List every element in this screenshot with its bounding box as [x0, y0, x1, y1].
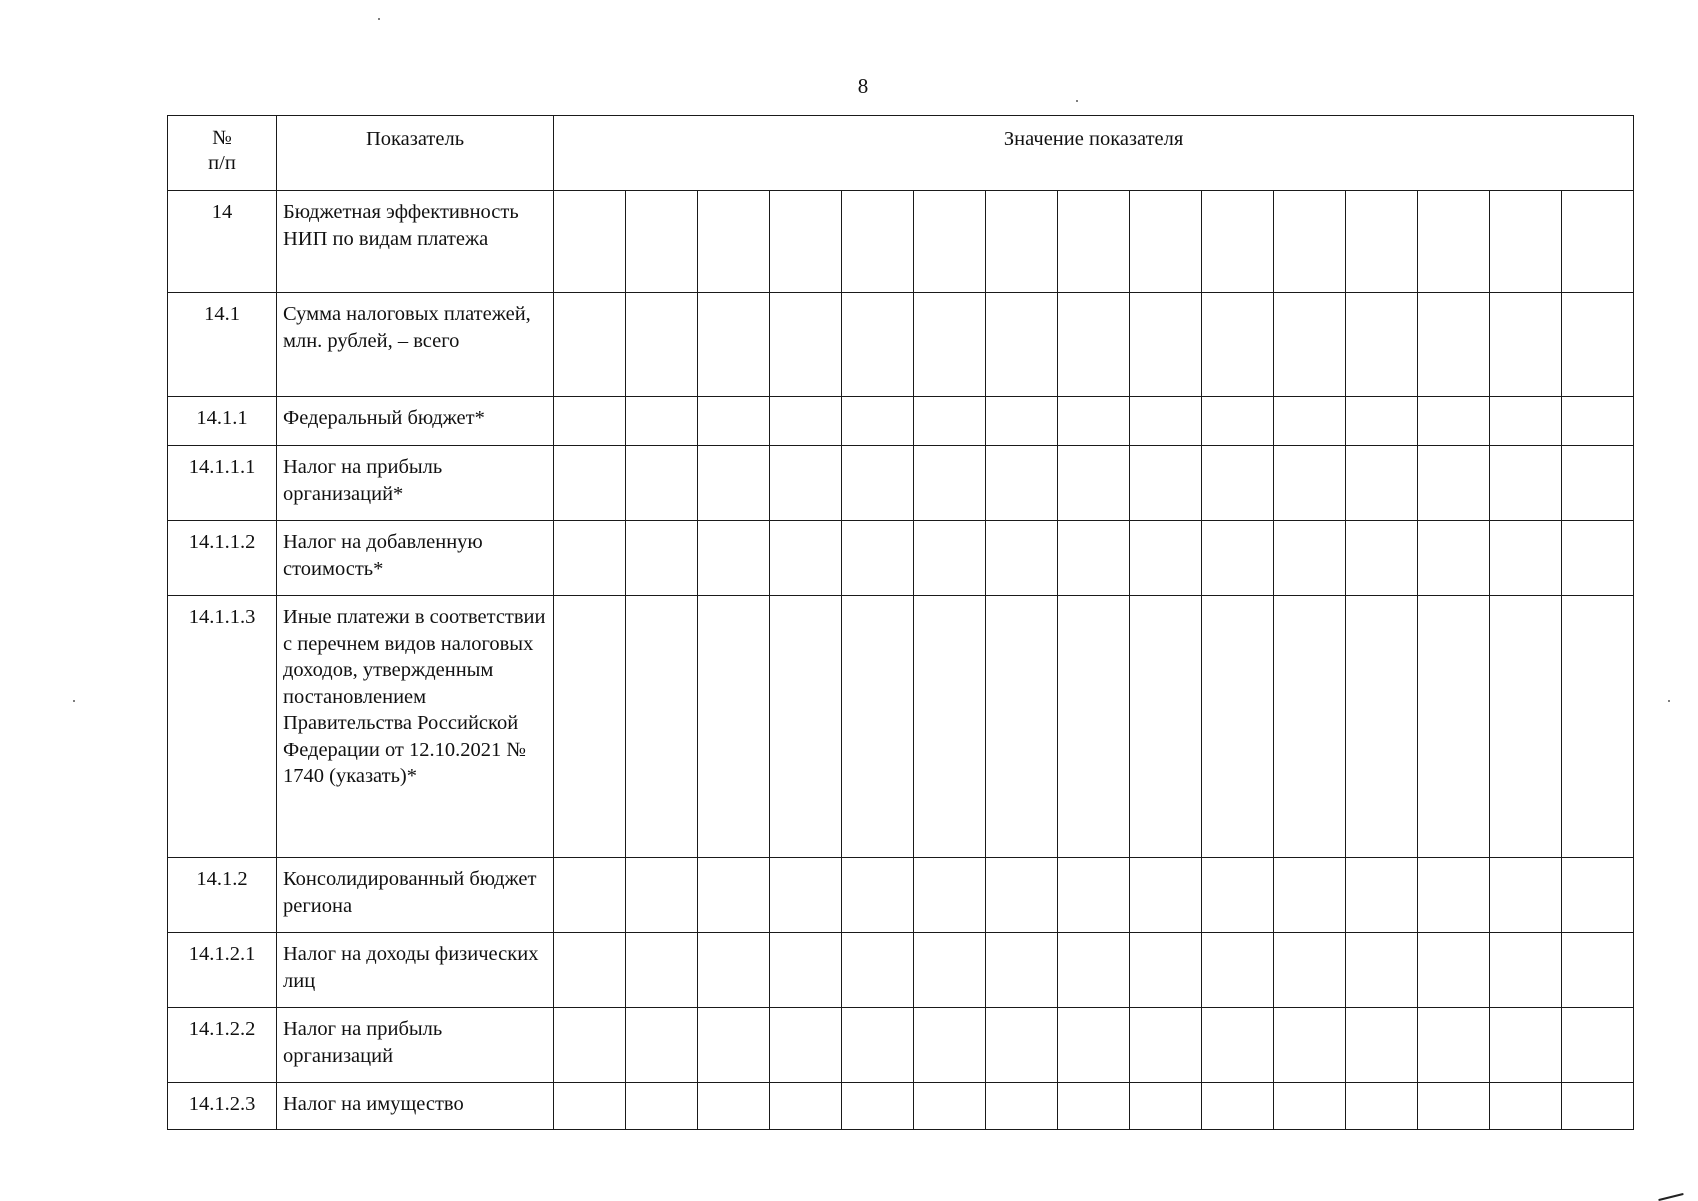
value-cell[interactable] — [1490, 596, 1562, 858]
value-cell[interactable] — [626, 1083, 698, 1130]
value-cell[interactable] — [1418, 191, 1490, 293]
value-cell[interactable] — [1490, 191, 1562, 293]
value-cell[interactable] — [1490, 1083, 1562, 1130]
value-cell[interactable] — [1202, 1083, 1274, 1130]
value-cell[interactable] — [1562, 858, 1634, 933]
value-cell[interactable] — [1058, 293, 1130, 397]
value-cell[interactable] — [770, 293, 842, 397]
value-cell[interactable] — [1346, 1008, 1418, 1083]
value-cell[interactable] — [842, 191, 914, 293]
value-cell[interactable] — [1274, 933, 1346, 1008]
row-indicator: Сумма налоговых платежей, млн. рублей, – всего — [277, 293, 554, 397]
row-number: 14 — [168, 191, 277, 293]
value-cell[interactable] — [842, 1008, 914, 1083]
value-cell[interactable] — [1130, 1008, 1202, 1083]
value-cell[interactable] — [1202, 191, 1274, 293]
value-cell[interactable] — [698, 858, 770, 933]
value-cell[interactable] — [1202, 446, 1274, 521]
value-cell[interactable] — [1130, 1083, 1202, 1130]
value-cell[interactable] — [698, 293, 770, 397]
scan-speck — [1668, 700, 1670, 702]
value-cell[interactable] — [986, 293, 1058, 397]
value-cell[interactable] — [1274, 521, 1346, 596]
table-row — [168, 397, 1634, 446]
value-cell[interactable] — [1274, 191, 1346, 293]
row-number: 14.1 — [168, 293, 277, 397]
table-row — [168, 1083, 1634, 1130]
value-cell[interactable] — [1274, 1008, 1346, 1083]
value-cell[interactable] — [1490, 446, 1562, 521]
value-cell[interactable] — [554, 1008, 626, 1083]
value-cell[interactable] — [626, 858, 698, 933]
value-cell[interactable] — [986, 397, 1058, 446]
value-cell[interactable] — [554, 293, 626, 397]
value-cell[interactable] — [554, 397, 626, 446]
value-cell[interactable] — [698, 191, 770, 293]
value-cell[interactable] — [1562, 521, 1634, 596]
value-cell[interactable] — [1058, 446, 1130, 521]
value-cell[interactable] — [1130, 191, 1202, 293]
value-cell[interactable] — [1058, 596, 1130, 858]
value-cell[interactable] — [986, 191, 1058, 293]
value-cell[interactable] — [554, 933, 626, 1008]
value-cell[interactable] — [1418, 858, 1490, 933]
value-cell[interactable] — [1274, 858, 1346, 933]
value-cell[interactable] — [770, 191, 842, 293]
row-number: 14.1.2.2 — [168, 1008, 277, 1083]
value-cell[interactable] — [770, 1008, 842, 1083]
value-cell[interactable] — [1562, 293, 1634, 397]
value-cell[interactable] — [1346, 397, 1418, 446]
value-cell[interactable] — [698, 1083, 770, 1130]
value-cell[interactable] — [770, 933, 842, 1008]
row-indicator: Федеральный бюджет* — [277, 397, 554, 446]
value-cell[interactable] — [1418, 1008, 1490, 1083]
value-cell[interactable] — [1202, 293, 1274, 397]
table-row — [168, 858, 1634, 933]
value-cell[interactable] — [1202, 596, 1274, 858]
value-cell[interactable] — [1130, 596, 1202, 858]
scan-speck — [1076, 100, 1078, 102]
value-cell[interactable] — [986, 446, 1058, 521]
value-cell[interactable] — [698, 521, 770, 596]
value-cell[interactable] — [770, 397, 842, 446]
value-cell[interactable] — [626, 1008, 698, 1083]
value-cell[interactable] — [1202, 933, 1274, 1008]
row-number: 14.1.2 — [168, 858, 277, 933]
value-cell[interactable] — [1346, 293, 1418, 397]
value-cell[interactable] — [698, 933, 770, 1008]
value-cell[interactable] — [842, 397, 914, 446]
value-cell[interactable] — [770, 446, 842, 521]
row-indicator: Бюджетная эффективность НИП по видам платежа — [277, 191, 554, 293]
value-cell[interactable] — [770, 858, 842, 933]
value-cell[interactable] — [1130, 521, 1202, 596]
value-cell[interactable] — [770, 596, 842, 858]
value-cell[interactable] — [1058, 933, 1130, 1008]
indicator-table — [167, 115, 1634, 1130]
value-cell[interactable] — [1490, 933, 1562, 1008]
value-cell[interactable] — [1490, 397, 1562, 446]
value-cell[interactable] — [1346, 191, 1418, 293]
value-cell[interactable] — [1490, 521, 1562, 596]
value-cell[interactable] — [1490, 858, 1562, 933]
value-cell[interactable] — [842, 596, 914, 858]
row-indicator: Налог на прибыль организаций* — [277, 446, 554, 521]
value-cell[interactable] — [1490, 293, 1562, 397]
value-cell[interactable] — [1202, 521, 1274, 596]
value-cell[interactable] — [914, 397, 986, 446]
table-header-row — [168, 116, 1634, 191]
value-cell[interactable] — [626, 596, 698, 858]
value-cell[interactable] — [1562, 397, 1634, 446]
value-cell[interactable] — [698, 596, 770, 858]
value-cell[interactable] — [842, 446, 914, 521]
value-cell[interactable] — [1490, 1008, 1562, 1083]
row-indicator: Налог на имущество — [277, 1083, 554, 1130]
value-cell[interactable] — [554, 858, 626, 933]
value-cell[interactable] — [1058, 191, 1130, 293]
value-cell[interactable] — [1058, 1083, 1130, 1130]
value-cell[interactable] — [1418, 933, 1490, 1008]
page-number: 8 — [857, 74, 869, 98]
value-cell[interactable] — [842, 293, 914, 397]
value-cell[interactable] — [698, 1008, 770, 1083]
table-row — [168, 446, 1634, 521]
value-cell[interactable] — [1418, 397, 1490, 446]
row-indicator: Налог на добавленную стоимость* — [277, 521, 554, 596]
row-indicator: Иные платежи в соответствии с перечнем видов налоговых доходов, утвержденным постановлением Правительства Российской Федерации от 12.10.2021 № 1740 (указать)* — [277, 596, 554, 858]
value-cell[interactable] — [1562, 596, 1634, 858]
value-cell[interactable] — [914, 521, 986, 596]
value-cell[interactable] — [1058, 521, 1130, 596]
value-cell[interactable] — [698, 397, 770, 446]
value-cell[interactable] — [1202, 1008, 1274, 1083]
value-cell[interactable] — [1346, 596, 1418, 858]
scan-speck — [73, 700, 75, 702]
value-cell[interactable] — [1418, 293, 1490, 397]
row-indicator: Консолидированный бюджет региона — [277, 858, 554, 933]
table-row — [168, 933, 1634, 1008]
value-cell[interactable] — [554, 521, 626, 596]
table-row — [168, 191, 1634, 293]
value-cell[interactable] — [914, 1008, 986, 1083]
row-number: 14.1.1.1 — [168, 446, 277, 521]
value-cell[interactable] — [1418, 1083, 1490, 1130]
value-cell[interactable] — [1130, 446, 1202, 521]
value-cell[interactable] — [1418, 446, 1490, 521]
value-cell[interactable] — [1202, 397, 1274, 446]
value-cell[interactable] — [914, 446, 986, 521]
header-number: № п/п — [168, 116, 277, 191]
value-cell[interactable] — [842, 933, 914, 1008]
row-number: 14.1.1 — [168, 397, 277, 446]
value-cell[interactable] — [554, 191, 626, 293]
value-cell[interactable] — [1274, 596, 1346, 858]
row-indicator: Налог на доходы физических лиц — [277, 933, 554, 1008]
value-cell[interactable] — [1130, 858, 1202, 933]
header-value: Значение показателя — [554, 116, 1634, 191]
table-row — [168, 596, 1634, 858]
value-cell[interactable] — [1346, 858, 1418, 933]
value-cell[interactable] — [626, 397, 698, 446]
value-cell[interactable] — [914, 191, 986, 293]
table-row — [168, 293, 1634, 397]
value-cell[interactable] — [842, 521, 914, 596]
value-cell[interactable] — [1562, 1008, 1634, 1083]
value-cell[interactable] — [626, 933, 698, 1008]
value-cell[interactable] — [1274, 293, 1346, 397]
value-cell[interactable] — [1562, 446, 1634, 521]
row-number: 14.1.1.3 — [168, 596, 277, 858]
table-body — [168, 191, 1634, 1130]
value-cell[interactable] — [914, 858, 986, 933]
value-cell[interactable] — [1346, 1083, 1418, 1130]
value-cell[interactable] — [1274, 446, 1346, 521]
value-cell[interactable] — [1562, 933, 1634, 1008]
value-cell[interactable] — [1130, 293, 1202, 397]
row-number: 14.1.1.2 — [168, 521, 277, 596]
value-cell[interactable] — [554, 446, 626, 521]
value-cell[interactable] — [986, 933, 1058, 1008]
value-cell[interactable] — [554, 596, 626, 858]
value-cell[interactable] — [1058, 1008, 1130, 1083]
value-cell[interactable] — [1058, 858, 1130, 933]
value-cell[interactable] — [986, 521, 1058, 596]
value-cell[interactable] — [1562, 1083, 1634, 1130]
value-cell[interactable] — [842, 1083, 914, 1130]
value-cell[interactable] — [626, 446, 698, 521]
value-cell[interactable] — [842, 858, 914, 933]
value-cell[interactable] — [1346, 521, 1418, 596]
value-cell[interactable] — [986, 596, 1058, 858]
value-cell[interactable] — [554, 1083, 626, 1130]
value-cell[interactable] — [1562, 191, 1634, 293]
value-cell[interactable] — [914, 293, 986, 397]
value-cell[interactable] — [1346, 446, 1418, 521]
value-cell[interactable] — [914, 1083, 986, 1130]
value-cell[interactable] — [626, 293, 698, 397]
value-cell[interactable] — [1130, 397, 1202, 446]
value-cell[interactable] — [986, 1083, 1058, 1130]
value-cell[interactable] — [770, 521, 842, 596]
value-cell[interactable] — [914, 596, 986, 858]
value-cell[interactable] — [1058, 397, 1130, 446]
row-number: 14.1.2.3 — [168, 1083, 277, 1130]
header-indicator: Показатель — [277, 116, 554, 191]
row-indicator: Налог на прибыль организаций — [277, 1008, 554, 1083]
value-cell[interactable] — [1202, 858, 1274, 933]
value-cell[interactable] — [770, 1083, 842, 1130]
table-row — [168, 521, 1634, 596]
value-cell[interactable] — [1346, 933, 1418, 1008]
value-cell[interactable] — [1418, 521, 1490, 596]
value-cell[interactable] — [986, 1008, 1058, 1083]
value-cell[interactable] — [698, 446, 770, 521]
value-cell[interactable] — [1274, 1083, 1346, 1130]
scan-speck — [378, 18, 380, 20]
value-cell[interactable] — [626, 521, 698, 596]
value-cell[interactable] — [626, 191, 698, 293]
value-cell[interactable] — [1274, 397, 1346, 446]
table-row — [168, 1008, 1634, 1083]
value-cell[interactable] — [914, 933, 986, 1008]
row-number: 14.1.2.1 — [168, 933, 277, 1008]
value-cell[interactable] — [986, 858, 1058, 933]
value-cell[interactable] — [1418, 596, 1490, 858]
value-cell[interactable] — [1130, 933, 1202, 1008]
